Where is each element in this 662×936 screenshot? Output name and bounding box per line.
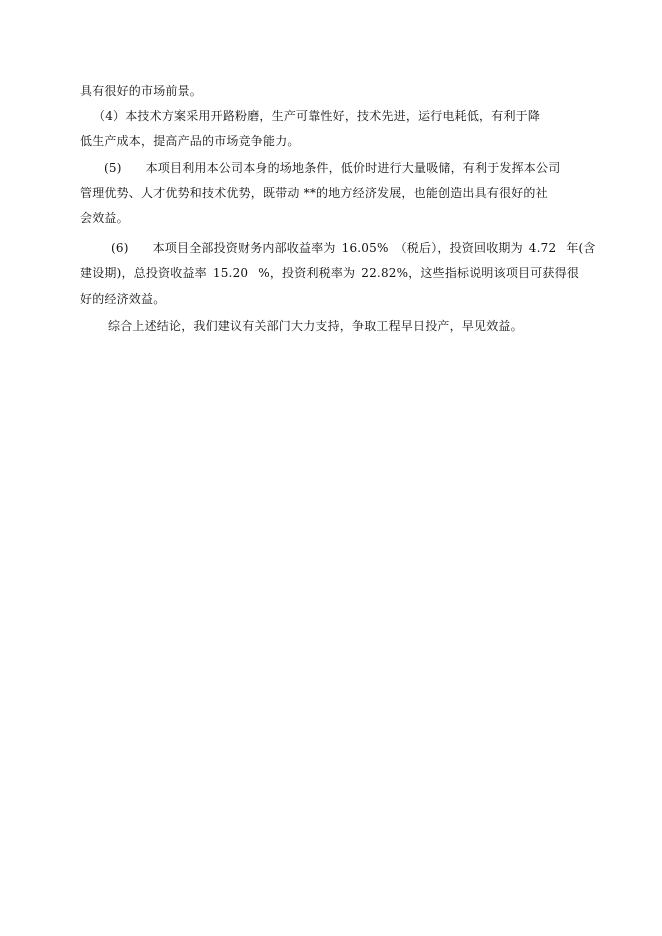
p6-text-c: 年(含 (566, 241, 596, 255)
paragraph-6-line-2 (80, 265, 579, 281)
conclusion-paragraph: 综合上述结论，我们建议有关部门大力支持，争取工程早日投产，早见效益。 (108, 319, 523, 333)
profit-tax-value: 22.82% (361, 266, 409, 280)
paragraph-5-number: (5) (104, 161, 122, 175)
paragraph-5-line-3: 会效益。 (80, 211, 129, 225)
paragraph-5-line-2: 管理优势、人才优势和技术优势，既带动 **的地方经济发展，也能创造出具有很好的社 (80, 186, 548, 200)
p6-line2-text-c: ，这些指标说明该项目可获得很 (408, 266, 580, 280)
paragraph-6-number: (6) (111, 241, 129, 255)
p6-text-a: 本项目全部投资财务内部收益率为 (152, 241, 336, 255)
paragraph-6-line-3: 好的经济效益。 (80, 292, 166, 306)
paragraph-3-tail: 具有很好的市场前景。 (80, 84, 203, 98)
paragraph-4-line-1: （4）本技术方案采用开路粉磨，生产可靠性好，技术先进，运行电耗低，有利于降 (93, 109, 541, 123)
paragraph-6-line-1 (111, 240, 596, 256)
paragraph-5-line-1-text: 本项目利用本公司本身的场地条件，低价时进行大量吸储，有利于发挥本公司 (145, 161, 561, 175)
irr-value: 16.05% (341, 241, 389, 255)
roi-value: 15.20 (212, 266, 249, 280)
p6-text-b: （税后），投资回收期为 (394, 241, 523, 255)
paragraph-4-line-2: 低生产成本，提高产品的市场竞争能力。 (80, 134, 300, 148)
p6-line2-text-a: 建设期)，总投资收益率 (80, 266, 207, 280)
p6-line2-text-b: %，投资利税率为 (258, 266, 356, 280)
payback-value: 4.72 (528, 241, 557, 255)
paragraph-5-line-1 (104, 160, 560, 176)
